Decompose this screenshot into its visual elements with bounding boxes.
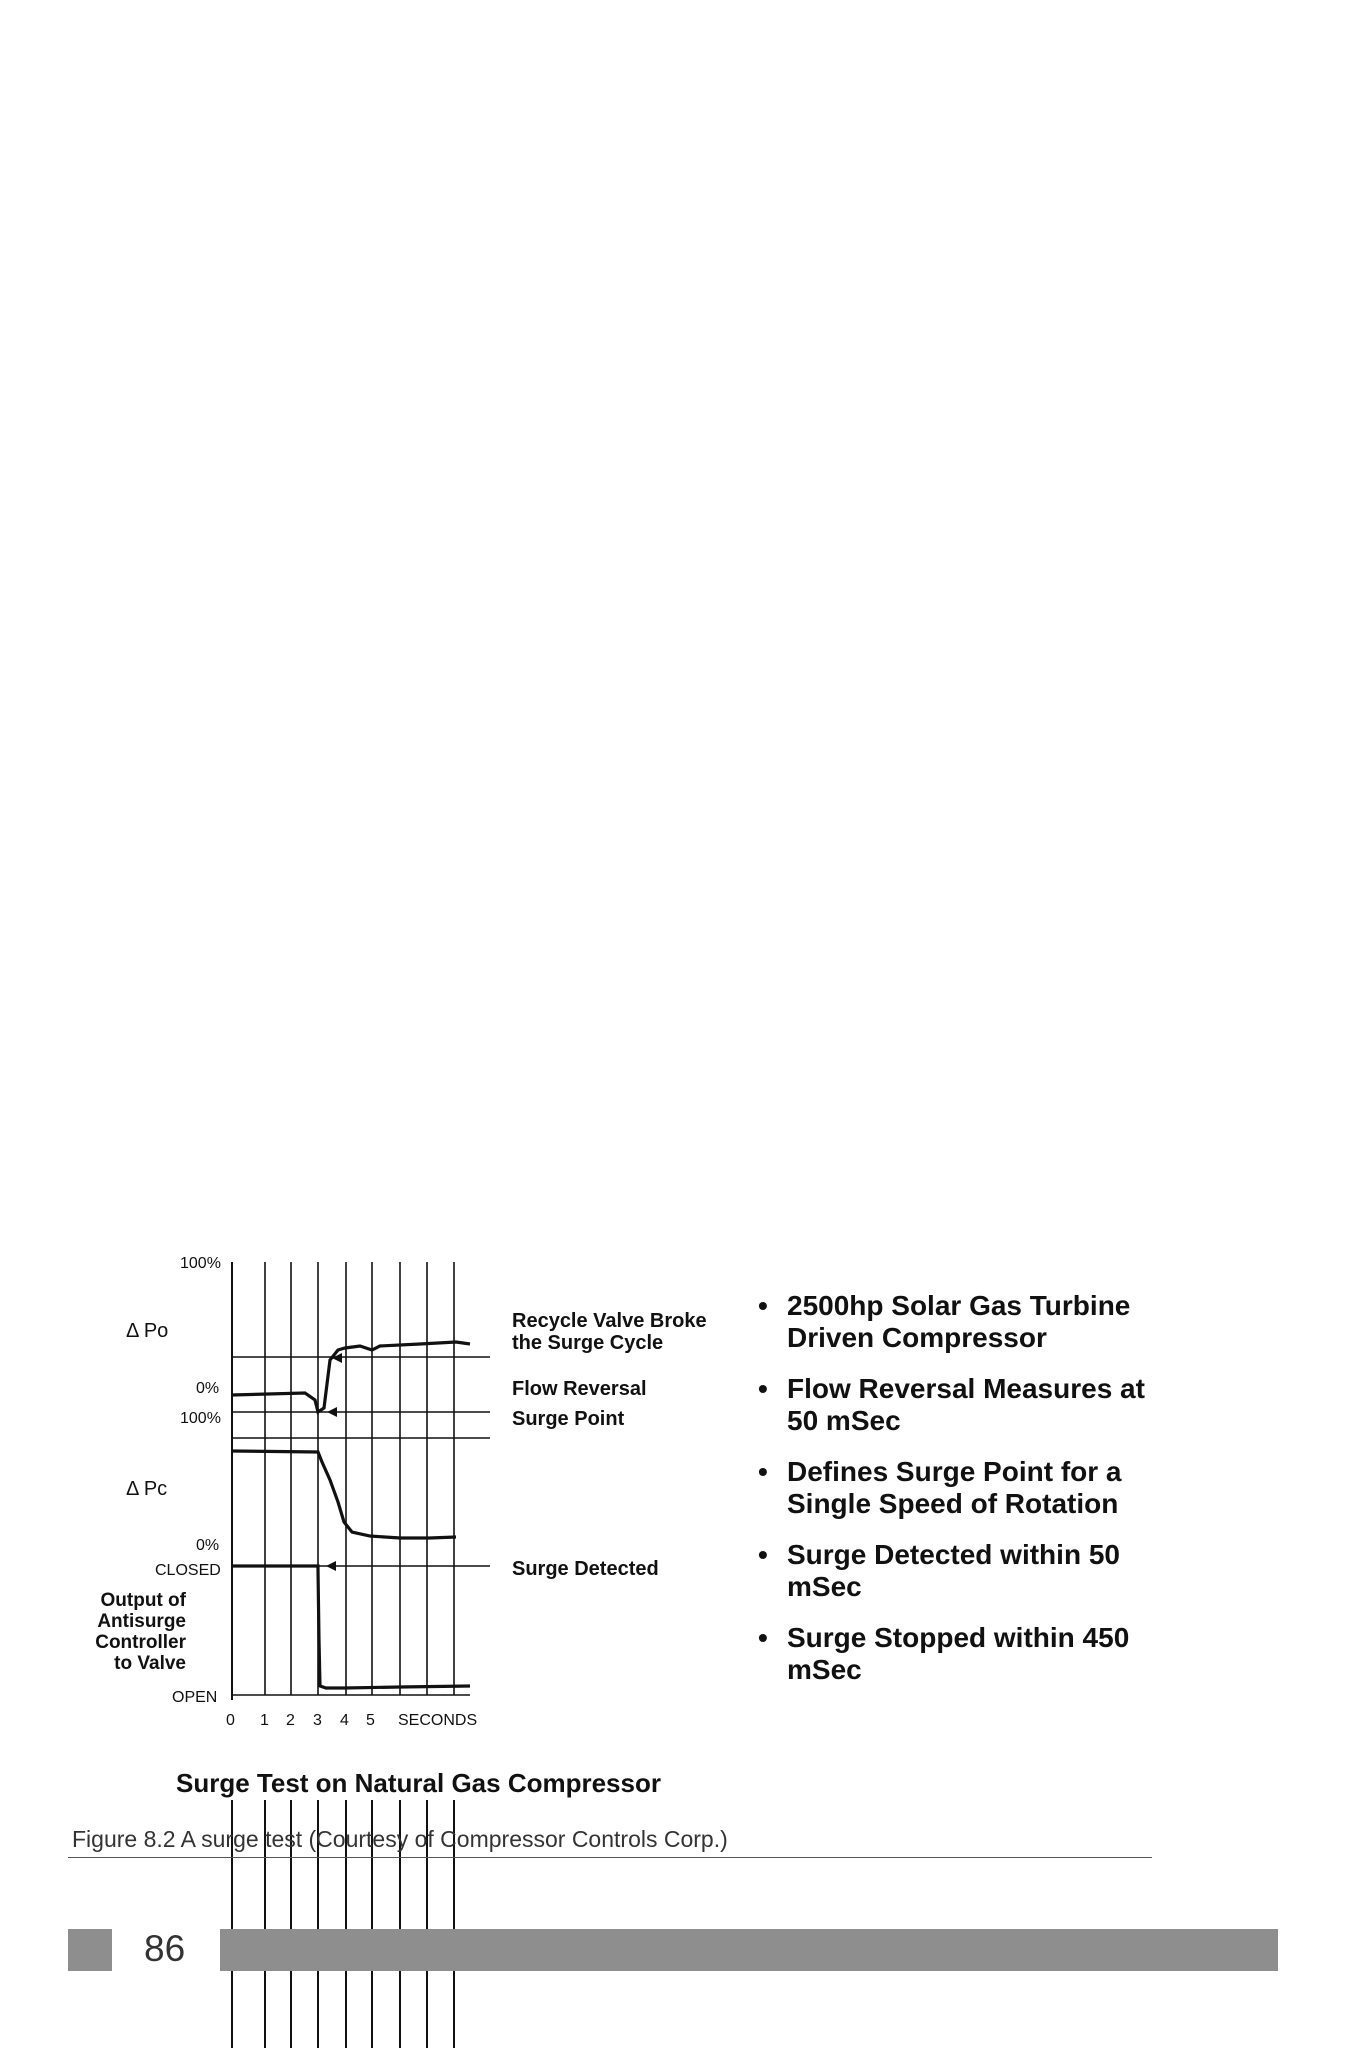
valve-output-label: Output of Antisurge Controller to Valve <box>95 1590 186 1674</box>
caption-rule <box>68 1857 1152 1858</box>
axis-label-dpc: Δ Pc <box>126 1478 168 1500</box>
x-tick: 4 <box>340 1712 349 1729</box>
list-item: • 2500hp Solar Gas Turbine Driven Compressor <box>758 1290 1131 1353</box>
surge-detected-annotation: Surge Detected <box>512 1558 659 1580</box>
bullet-dot-icon: • <box>758 1290 768 1321</box>
bullet-dot-icon: • <box>758 1622 768 1653</box>
footer-box <box>68 1929 112 1971</box>
x-tick: 5 <box>366 1712 375 1729</box>
list-item: • Surge Stopped within 450 mSec <box>758 1622 1130 1685</box>
flow-reversal-annotation: Flow Reversal <box>512 1378 647 1400</box>
x-axis-unit: SECONDS <box>398 1712 478 1729</box>
surge-point-annotation: Surge Point <box>512 1408 625 1430</box>
recycle-valve-annotation: Recycle Valve Broke the Surge Cycle <box>512 1310 707 1354</box>
axis-label-closed: CLOSED <box>155 1562 221 1579</box>
x-tick: 3 <box>313 1712 322 1729</box>
list-item: • Surge Detected within 50 mSec <box>758 1539 1120 1602</box>
bullet-dot-icon: • <box>758 1456 768 1487</box>
bullet-dot-icon: • <box>758 1373 768 1404</box>
arrow-icon <box>326 1561 336 1571</box>
x-tick: 1 <box>260 1712 269 1729</box>
valve-trace <box>232 1566 470 1688</box>
list-item: • Defines Surge Point for a Single Speed of Rotation <box>758 1456 1122 1519</box>
axis-label-dpo: Δ Po <box>126 1320 169 1342</box>
axis-label-0-mid: 0% <box>196 1537 220 1554</box>
axis-label-100-top: 100% <box>180 1255 221 1272</box>
page-number: 86 <box>144 1928 186 1969</box>
x-tick: 2 <box>286 1712 295 1729</box>
axis-label-100-mid: 100% <box>180 1410 221 1427</box>
list-item: • Flow Reversal Measures at 50 mSec <box>758 1373 1145 1436</box>
surge-test-bullets <box>755 1290 1175 1705</box>
footer-bar <box>220 1929 1278 1971</box>
po-trace <box>232 1342 470 1412</box>
figure-title: Surge Test on Natural Gas Compressor <box>176 1768 661 1798</box>
figure-8-2-caption: Figure 8.2 A surge test (Courtesy of Compressor Controls Corp.) <box>72 1826 728 1852</box>
x-tick: 0 <box>226 1712 235 1729</box>
axis-label-0-top: 0% <box>196 1380 220 1397</box>
axis-label-open: OPEN <box>172 1689 218 1706</box>
bullet-dot-icon: • <box>758 1539 768 1570</box>
arrow-icon <box>327 1407 337 1417</box>
